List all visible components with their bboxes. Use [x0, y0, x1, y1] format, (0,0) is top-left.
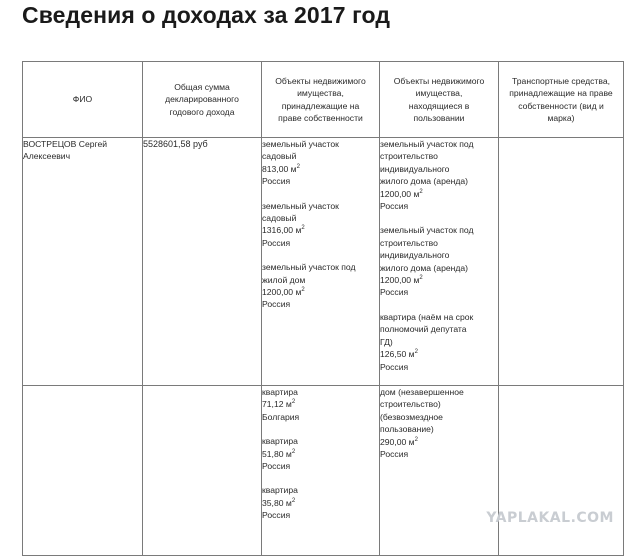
- property-country: Россия: [380, 287, 409, 298]
- property-type: земельный участок: [262, 139, 339, 149]
- property-area: 1200,00 $м^2$: [380, 188, 423, 199]
- property-item: [262, 386, 379, 423]
- property-area: 126,50 $м^2$: [380, 349, 418, 360]
- property-type: индивидуального: [380, 163, 450, 174]
- page-title: Сведения о доходах за 2017 год: [22, 2, 391, 28]
- property-type: строительство): [380, 399, 441, 410]
- property-type: полномочий депутата: [380, 324, 467, 335]
- property-area: 35,80 $м^2$: [262, 497, 296, 508]
- property-item: [262, 484, 379, 521]
- owned-property-cell: [262, 385, 380, 555]
- watermark: YAPLAKAL.COM: [486, 510, 614, 526]
- property-country: Россия: [262, 237, 291, 248]
- property-type: индивидуального: [380, 250, 450, 261]
- header-fio: ФИО: [23, 62, 143, 138]
- property-item: [380, 386, 498, 460]
- property-type: строительство: [380, 151, 438, 162]
- property-type: квартира: [262, 485, 298, 496]
- property-country: Россия: [262, 460, 291, 471]
- property-type: дом (незавершенное: [380, 386, 464, 397]
- property-type: садовый: [262, 151, 297, 162]
- property-type: квартира: [262, 436, 298, 447]
- property-item: [262, 435, 379, 472]
- owned-property-cell: [262, 138, 380, 386]
- property-type: (безвозмездное: [380, 411, 443, 422]
- property-type: земельный участок под: [380, 139, 474, 149]
- header-vehicles: Транспортные средства, принадлежащие на праве собственности (вид и марка): [499, 62, 624, 138]
- vehicles-cell: [499, 385, 624, 555]
- income-declaration-table: [22, 61, 624, 556]
- name-cell: [23, 385, 143, 555]
- header-income: Общая сумма декларированного годового дохода: [143, 62, 262, 138]
- property-country: Болгария: [262, 411, 300, 422]
- property-type: земельный участок под: [380, 225, 474, 236]
- used-property-cell: [380, 138, 499, 386]
- property-type: земельный участок: [262, 200, 339, 211]
- vehicles-cell: [499, 138, 624, 386]
- header-owned-property: Объекты недвижимого имущества, принадлежащие на праве собственности: [262, 62, 380, 138]
- income-cell: [143, 385, 262, 555]
- property-item: [380, 224, 498, 298]
- property-item: [262, 138, 379, 188]
- name-cell: [23, 138, 143, 386]
- name-line: ВОСТРЕЦОВ Сергей: [23, 139, 108, 149]
- property-country: Россия: [262, 510, 291, 521]
- used-property-cell: [380, 385, 499, 555]
- property-country: Россия: [380, 201, 409, 212]
- property-item: [380, 138, 498, 212]
- name-line: Алексеевич: [23, 151, 71, 162]
- property-country: Россия: [380, 448, 409, 459]
- property-type: строительство: [380, 237, 438, 248]
- income-cell: [143, 138, 262, 386]
- table-row: [23, 385, 624, 555]
- property-area: 813,00 $м^2$: [262, 163, 300, 174]
- header-used-property: Объекты недвижимого имущества, находящиеся в пользовании: [380, 62, 499, 138]
- table-header-row: [23, 62, 624, 138]
- property-type: квартира: [262, 386, 298, 397]
- property-item: [380, 311, 498, 373]
- property-area: 1200,00 $м^2$: [262, 287, 305, 298]
- table-row: [23, 138, 624, 386]
- property-country: Россия: [262, 176, 291, 187]
- property-type: садовый: [262, 213, 297, 224]
- income-value: 5528601,58 руб: [143, 139, 208, 149]
- property-item: [262, 200, 379, 250]
- property-type: квартира (наём на срок: [380, 311, 474, 322]
- property-country: Россия: [262, 299, 291, 310]
- property-type: жилого дома (аренда): [380, 262, 469, 273]
- property-type: ГД): [380, 336, 393, 347]
- property-area: 290,00 $м^2$: [380, 436, 418, 447]
- property-area: 71,12 $м^2$: [262, 399, 296, 410]
- property-item: [262, 261, 379, 311]
- property-area: 1200,00 $м^2$: [380, 275, 423, 286]
- property-type: жилого дома (аренда): [380, 176, 469, 187]
- property-area: 51,80 $м^2$: [262, 448, 296, 459]
- property-type: земельный участок под: [262, 262, 356, 273]
- property-country: Россия: [380, 361, 409, 372]
- property-type: пользование): [380, 424, 434, 435]
- property-type: жилой дом: [262, 274, 306, 285]
- property-area: 1316,00 $м^2$: [262, 225, 305, 236]
